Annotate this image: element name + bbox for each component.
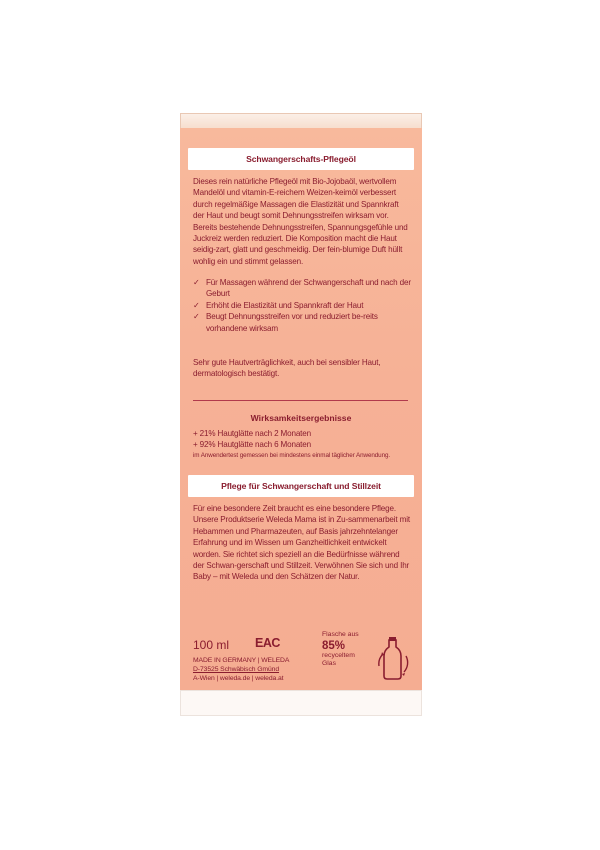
check-icon: ✓ xyxy=(193,278,200,287)
product-title: Schwangerschafts-Pflegeöl xyxy=(188,148,414,170)
benefit-list xyxy=(193,277,411,334)
benefit-text: Beugt Dehnungsstreifen vor und reduziert be-reits vorhandene wirksam xyxy=(206,312,378,333)
address-text: D-73525 Schwäbisch Gmünd xyxy=(193,666,280,674)
recycled-bottle-icon xyxy=(376,636,410,682)
recycle-line3: Glas xyxy=(322,660,336,668)
results-list xyxy=(193,428,411,451)
benefit-item xyxy=(193,300,411,311)
check-icon: ✓ xyxy=(193,300,200,310)
results-note: im Anwendertest gemessen bei mindestens einmal täglicher Anwendung. xyxy=(193,452,391,459)
recycle-line1: Flasche aus xyxy=(322,631,359,638)
manufacturer-info xyxy=(193,656,313,684)
recycle-percent: 85% xyxy=(322,639,346,652)
eac-mark: EAC xyxy=(255,636,280,650)
benefit-text: Für Massagen während der Schwangerschaft und nach der Geburt xyxy=(206,278,411,299)
recycle-line2: recyceltem xyxy=(322,651,355,659)
recycle-info xyxy=(322,631,382,669)
tolerance-text: Sehr gute Hautverträglichkeit, auch bei sensibler Haut, dermatologisch bestätigt. xyxy=(193,358,381,379)
result-item: + 92% Hautglätte nach 6 Monaten xyxy=(193,440,311,450)
result-item: + 21% Hautglätte nach 2 Monaten xyxy=(193,429,311,438)
section-divider xyxy=(193,400,408,401)
check-icon: ✓ xyxy=(193,312,200,322)
address-web-text: A-Wien | weleda.de | weleda.at xyxy=(193,675,284,683)
benefit-item xyxy=(193,311,411,334)
care-title: Pflege für Schwangerschaft und Stillzeit xyxy=(188,475,414,497)
benefit-item xyxy=(193,277,411,300)
product-description: Dieses rein natürliche Pflegeöl mit Bio-Jojobaöl, wertvollem Mandelöl und vitamin-E-reichem Weizen-keimöl verbessert durch regelmäßige Massagen die Elastizität und Spannkraft der Haut und beugt somit Dehnungsstreifen wirksam vor. Bereits bestehende Dehnungsstreifen, Spannungsgefühle und Juckreiz werden reduziert. Die Komposition macht die Haut seidig-zart, glatt und geschmeidig. Der fein-blumige Duft hüllt wohlig ein und stimmt gelassen. xyxy=(193,177,408,266)
volume-label: 100 ml xyxy=(193,638,230,652)
package-back-panel xyxy=(180,128,422,690)
box-bottom-flap xyxy=(180,690,422,716)
benefit-text: Erhöht die Elastizität und Spannkraft der Haut xyxy=(206,300,364,310)
results-title: Wirksamkeitsergebnisse xyxy=(250,413,352,423)
made-in-text: MADE IN GERMANY | WELEDA xyxy=(193,657,290,664)
care-text: Für eine besondere Zeit braucht es eine besondere Pflege. Unsere Produktserie Weleda Mama ist in Zu-sammenarbeit mit Hebammen und Pharmazeuten, auf Basis jahrzehntelanger Erfahrung und im Wissen um Ganzheitlichkeit entwickelt worden. Sie richtet sich speziell an die Bedürfnisse während der Schwan-gerschaft und Stillzeit. Verwöhnen Sie sich und Ihr Baby – mit Weleda und den Schätzen der Natur. xyxy=(193,504,410,582)
